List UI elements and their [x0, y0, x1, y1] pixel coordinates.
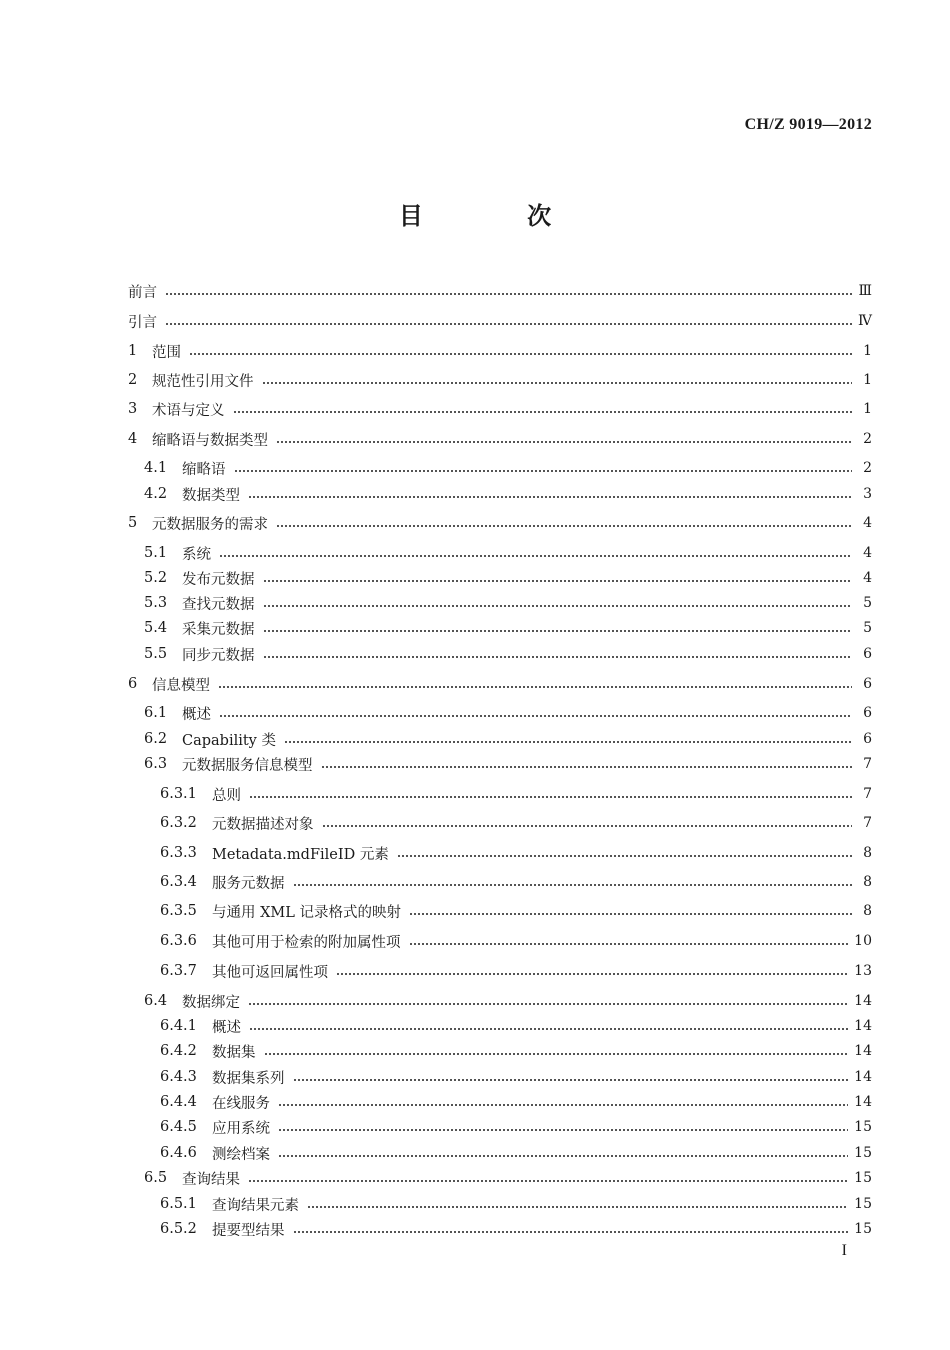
toc-leader-dots — [293, 1066, 849, 1088]
toc-leader-dots — [263, 592, 853, 614]
toc-entry[interactable] — [160, 1040, 872, 1062]
toc-entry-number: 6.5.1 — [160, 1196, 197, 1212]
toc-entry[interactable] — [128, 512, 872, 534]
toc-entry-number: 6.5 — [144, 1170, 168, 1186]
toc-entry[interactable] — [128, 673, 872, 695]
page-title: 目 次 — [398, 201, 600, 230]
toc-entry-page: 4 — [863, 570, 872, 586]
toc-entry-page: 8 — [863, 845, 872, 861]
toc-entry-page: 14 — [854, 1043, 872, 1059]
toc-leader-dots — [263, 643, 853, 665]
toc-entry-label: 查找元数据 — [182, 596, 255, 613]
toc-leader-dots — [218, 673, 852, 695]
toc-entry-label: 前言 — [128, 284, 157, 301]
toc-entry-page: 14 — [854, 1018, 872, 1034]
toc-entry-page: Ⅳ — [858, 313, 872, 329]
toc-leader-dots — [263, 617, 853, 639]
toc-entry-page: 10 — [854, 933, 872, 949]
toc-entry-page: 15 — [854, 1119, 872, 1135]
toc-entry[interactable] — [144, 592, 872, 614]
toc-entry[interactable] — [160, 1091, 872, 1113]
toc-entry[interactable] — [160, 783, 872, 805]
toc-entry-number: 6.4.5 — [160, 1119, 197, 1135]
toc-entry-number: 6.2 — [144, 731, 168, 747]
toc-entry-page: 14 — [854, 1069, 872, 1085]
toc-leader-dots — [264, 1040, 849, 1062]
toc-entry-label: 服务元数据 — [212, 875, 285, 892]
toc-leader-dots — [336, 960, 848, 982]
toc-entry-label: 在线服务 — [212, 1095, 270, 1112]
toc-leader-dots — [165, 280, 852, 302]
toc-entry-page: 7 — [863, 786, 872, 802]
toc-entry-page: 2 — [863, 460, 872, 476]
toc-entry-number: 4.2 — [144, 486, 168, 502]
toc-entry-label: 数据类型 — [182, 487, 240, 504]
document-code: CH/Z 9019—2012 — [744, 116, 872, 133]
toc-entry[interactable] — [144, 617, 872, 639]
toc-entry-number: 6.4 — [144, 993, 168, 1009]
toc-entry[interactable] — [160, 812, 872, 834]
toc-leader-dots — [322, 812, 853, 834]
toc-entry-page: 5 — [863, 595, 872, 611]
toc-entry-page: 15 — [854, 1170, 872, 1186]
toc-entry[interactable] — [144, 542, 872, 564]
toc-entry[interactable] — [128, 428, 872, 450]
toc-entry-label: 其他可返回属性项 — [212, 964, 328, 981]
toc-entry-label: 采集元数据 — [182, 621, 255, 638]
toc-leader-dots — [409, 930, 849, 952]
toc-entry-page: 7 — [863, 756, 872, 772]
toc-entry-number: 6.4.2 — [160, 1043, 197, 1059]
toc-leader-dots — [278, 1091, 848, 1113]
toc-entry-page: 13 — [854, 963, 872, 979]
toc-entry-page: 1 — [863, 343, 872, 359]
toc-entry-page: 15 — [854, 1145, 872, 1161]
toc-entry-number: 6.3.4 — [160, 874, 197, 890]
toc-entry-number: 2 — [128, 372, 138, 388]
toc-entry-number: 6.4.1 — [160, 1018, 197, 1034]
toc-entry[interactable] — [160, 1142, 872, 1164]
toc-leader-dots — [233, 398, 853, 420]
toc-entry[interactable] — [144, 702, 872, 724]
toc-entry-number: 6.4.6 — [160, 1145, 197, 1161]
toc-entry[interactable] — [144, 483, 872, 505]
toc-leader-dots — [293, 1218, 849, 1240]
toc-entry-page: 7 — [863, 815, 872, 831]
toc-entry[interactable] — [160, 1116, 872, 1138]
toc-entry[interactable] — [160, 871, 872, 893]
toc-entry-number: 4 — [128, 431, 138, 447]
toc-entry-label: 缩略语与数据类型 — [152, 432, 268, 449]
toc-entry[interactable] — [160, 1193, 872, 1215]
toc-leader-dots — [189, 340, 852, 362]
toc-entry-label: 提要型结果 — [212, 1222, 285, 1239]
toc-entry-label: 与通用 XML 记录格式的映射 — [212, 904, 402, 921]
toc-leader-dots — [263, 567, 853, 589]
toc-entry-number: 6.3.5 — [160, 903, 197, 919]
toc-leader-dots — [219, 702, 852, 724]
toc-entry-page: 8 — [863, 903, 872, 919]
toc-entry[interactable] — [144, 1167, 872, 1189]
toc-entry-number: 6.4.4 — [160, 1094, 197, 1110]
toc-entry-label: 数据集 — [212, 1044, 256, 1061]
toc-leader-dots — [219, 542, 852, 564]
toc-entry[interactable] — [128, 280, 872, 302]
footer-page-number: I — [841, 1242, 847, 1259]
toc-entry-number: 5.3 — [144, 595, 168, 611]
toc-entry-label: 缩略语 — [182, 461, 226, 478]
toc-entry-label: Metadata.mdFileID 元素 — [212, 846, 389, 863]
toc-entry-label: 元数据服务信息模型 — [182, 757, 313, 774]
toc-entry[interactable] — [128, 398, 872, 420]
toc-entry[interactable] — [144, 457, 872, 479]
toc-leader-dots — [248, 1167, 848, 1189]
toc-entry[interactable] — [128, 369, 872, 391]
toc-entry[interactable] — [144, 643, 872, 665]
toc-entry-number: 6.3.2 — [160, 815, 197, 831]
toc-entry-number: 5 — [128, 515, 138, 531]
toc-entry-page: 6 — [863, 731, 872, 747]
toc-entry-page: 4 — [863, 545, 872, 561]
toc-leader-dots — [165, 310, 852, 332]
toc-entry-label: 发布元数据 — [182, 571, 255, 588]
toc-entry[interactable] — [160, 930, 872, 952]
toc-entry-label: 数据集系列 — [212, 1070, 285, 1087]
toc-entry-number: 6.3.1 — [160, 786, 197, 802]
toc-leader-dots — [262, 369, 853, 391]
toc-entry-number: 5.1 — [144, 545, 168, 561]
toc-entry[interactable] — [144, 990, 872, 1012]
toc-entry-number: 1 — [128, 343, 138, 359]
toc-leader-dots — [293, 871, 853, 893]
toc-leader-dots — [284, 728, 852, 750]
toc-entry-label: 测绘档案 — [212, 1146, 270, 1163]
toc-entry-page: 6 — [863, 705, 872, 721]
toc-entry[interactable] — [160, 900, 872, 922]
toc-entry-number: 6.4.3 — [160, 1069, 197, 1085]
toc-entry-number: 5.4 — [144, 620, 168, 636]
toc-entry-page: 3 — [863, 486, 872, 502]
toc-entry-label: 系统 — [182, 546, 211, 563]
toc-leader-dots — [248, 990, 848, 1012]
toc-leader-dots — [248, 483, 852, 505]
toc-entry[interactable] — [160, 1218, 872, 1240]
toc-entry-number: 6.5.2 — [160, 1221, 197, 1237]
toc-entry-label: 元数据描述对象 — [212, 816, 314, 833]
toc-entry-page: 2 — [863, 431, 872, 447]
toc-leader-dots — [321, 753, 853, 775]
toc-entry-page: 6 — [863, 676, 872, 692]
toc-entry-page: 15 — [854, 1221, 872, 1237]
toc-entry-label: 信息模型 — [152, 677, 210, 694]
toc-entry[interactable] — [160, 1066, 872, 1088]
toc-entry-page: 14 — [854, 1094, 872, 1110]
toc-entry-number: 6.3.6 — [160, 933, 197, 949]
toc-leader-dots — [249, 783, 852, 805]
toc-entry-label: 概述 — [212, 1019, 241, 1036]
toc-entry-label: 应用系统 — [212, 1120, 270, 1137]
toc-entry-label: 概述 — [182, 706, 211, 723]
toc-entry[interactable] — [144, 567, 872, 589]
toc-leader-dots — [409, 900, 852, 922]
toc-entry-label: 规范性引用文件 — [152, 373, 254, 390]
toc-leader-dots — [276, 512, 852, 534]
toc-leader-dots — [278, 1142, 848, 1164]
toc-entry-number: 6.3 — [144, 756, 168, 772]
toc-entry-page: 5 — [863, 620, 872, 636]
toc-entry-label: 引言 — [128, 314, 157, 331]
toc-entry-page: 14 — [854, 993, 872, 1009]
toc-entry[interactable] — [144, 753, 872, 775]
toc-entry-label: Capability 类 — [182, 732, 276, 749]
toc-entry-number: 6.3.7 — [160, 963, 197, 979]
toc-entry[interactable] — [128, 340, 872, 362]
toc-entry-page: 6 — [863, 646, 872, 662]
toc-leader-dots — [307, 1193, 848, 1215]
toc-entry-number: 5.2 — [144, 570, 168, 586]
toc-entry-label: 数据绑定 — [182, 994, 240, 1011]
toc-entry-label: 同步元数据 — [182, 647, 255, 664]
toc-entry[interactable] — [144, 728, 872, 750]
toc-entry-label: 其他可用于检索的附加属性项 — [212, 934, 401, 951]
toc-leader-dots — [249, 1015, 848, 1037]
toc-entry-page: 4 — [863, 515, 872, 531]
toc-leader-dots — [397, 842, 852, 864]
toc-entry-label: 术语与定义 — [152, 402, 225, 419]
toc-entry-number: 6.1 — [144, 705, 168, 721]
toc-entry-page: 1 — [863, 401, 872, 417]
toc-leader-dots — [276, 428, 852, 450]
toc-leader-dots — [234, 457, 853, 479]
toc-entry-page: Ⅲ — [858, 283, 872, 299]
toc-entry[interactable] — [160, 842, 872, 864]
toc-entry[interactable] — [160, 1015, 872, 1037]
toc-entry-number: 6.3.3 — [160, 845, 197, 861]
toc-entry-page: 15 — [854, 1196, 872, 1212]
toc-entry[interactable] — [128, 310, 872, 332]
toc-entry-label: 查询结果元素 — [212, 1197, 299, 1214]
toc-entry-number: 4.1 — [144, 460, 168, 476]
toc-entry[interactable] — [160, 960, 872, 982]
toc-entry-label: 总则 — [212, 787, 241, 804]
toc-entry-page: 8 — [863, 874, 872, 890]
toc-leader-dots — [278, 1116, 848, 1138]
toc-entry-label: 范围 — [152, 344, 181, 361]
toc-entry-number: 3 — [128, 401, 138, 417]
toc-entry-label: 元数据服务的需求 — [152, 516, 268, 533]
toc-entry-label: 查询结果 — [182, 1171, 240, 1188]
toc-entry-page: 1 — [863, 372, 872, 388]
toc-entry-number: 6 — [128, 676, 138, 692]
toc-entry-number: 5.5 — [144, 646, 168, 662]
